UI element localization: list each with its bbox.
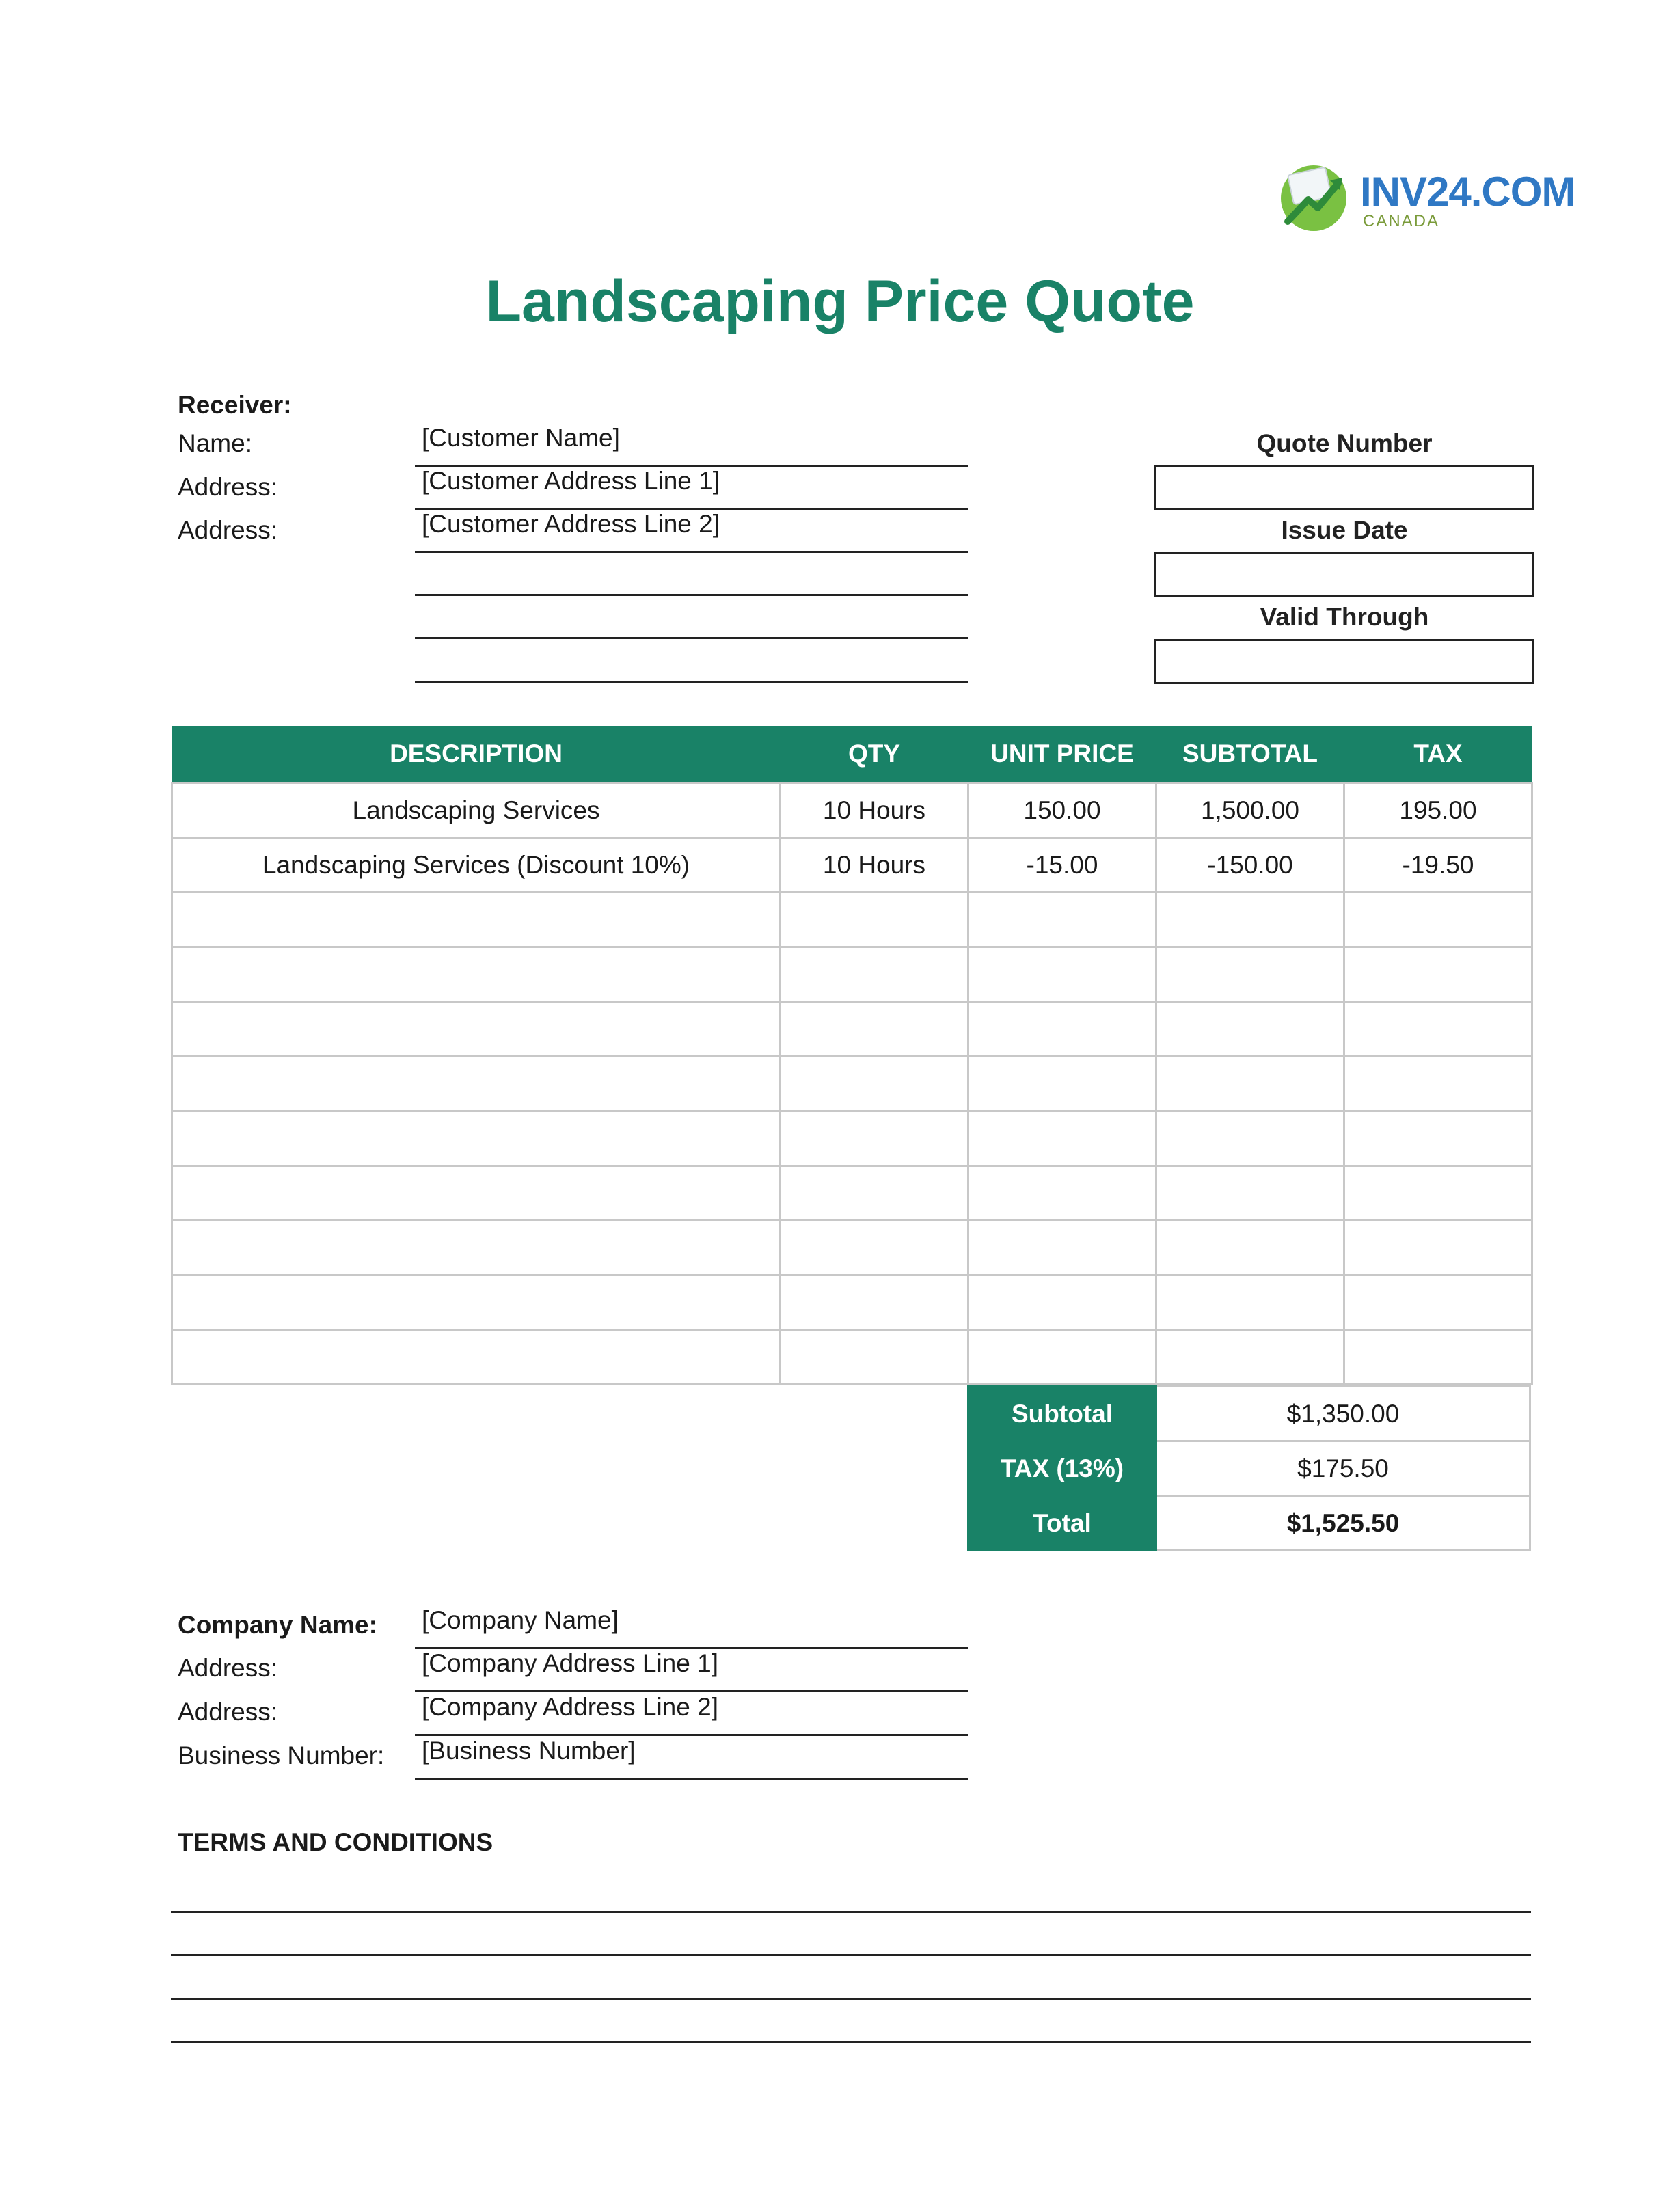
empty-cell[interactable]: [172, 1057, 781, 1111]
receiver-name-field[interactable]: [415, 424, 968, 467]
row-qty[interactable]: 10 Hours: [781, 838, 968, 893]
empty-cell[interactable]: [968, 1330, 1156, 1385]
empty-cell[interactable]: [968, 1275, 1156, 1330]
receiver-address1-value: [Customer Address Line 1]: [422, 467, 720, 495]
header-subtotal: SUBTOTAL: [1156, 726, 1344, 783]
table-row: [172, 783, 1532, 838]
empty-cell[interactable]: [1156, 893, 1344, 947]
empty-cell[interactable]: [781, 893, 968, 947]
empty-cell[interactable]: [968, 1221, 1156, 1275]
empty-cell[interactable]: [968, 1111, 1156, 1166]
logo-brand-text: INV24.COM: [1360, 169, 1575, 215]
receiver-heading: Receiver:: [178, 391, 292, 419]
row-unit-price[interactable]: -15.00: [968, 838, 1156, 893]
page-title: Landscaping Price Quote: [485, 269, 1195, 334]
total-label: Total: [968, 1496, 1156, 1551]
empty-cell[interactable]: [1156, 1221, 1344, 1275]
empty-cell[interactable]: [1344, 1111, 1532, 1166]
empty-cell[interactable]: [1156, 1057, 1344, 1111]
company-name-value: [Company Name]: [422, 1606, 619, 1634]
company-logo: [1273, 156, 1575, 238]
empty-table-row: [172, 947, 1532, 1002]
row-unit-price[interactable]: 150.00: [968, 783, 1156, 838]
header-unit-price: UNIT PRICE: [968, 726, 1156, 783]
business-number-field[interactable]: [415, 1737, 968, 1780]
logo-country-text: CANADA: [1363, 212, 1440, 230]
terms-line-3[interactable]: [171, 1998, 1531, 2000]
receiver-extra-line-3[interactable]: [415, 640, 968, 683]
empty-table-row: [172, 1002, 1532, 1057]
empty-table-row: [172, 893, 1532, 947]
quote-number-label: Quote Number: [1256, 429, 1433, 457]
empty-cell[interactable]: [1344, 1166, 1532, 1221]
row-description[interactable]: Landscaping Services: [172, 783, 781, 838]
empty-cell[interactable]: [781, 1221, 968, 1275]
empty-cell[interactable]: [781, 947, 968, 1002]
receiver-extra-line-2[interactable]: [415, 596, 968, 639]
tax-value: $175.50: [1156, 1441, 1530, 1496]
empty-cell[interactable]: [172, 1275, 781, 1330]
total-row: [968, 1496, 1530, 1551]
empty-cell[interactable]: [968, 893, 1156, 947]
row-description[interactable]: Landscaping Services (Discount 10%): [172, 838, 781, 893]
receiver-name-label: Name:: [178, 429, 252, 457]
receiver-name-value: [Customer Name]: [422, 424, 620, 452]
subtotal-row: [968, 1387, 1530, 1441]
empty-cell[interactable]: [781, 1111, 968, 1166]
company-address2-value: [Company Address Line 2]: [422, 1693, 718, 1721]
empty-cell[interactable]: [1344, 947, 1532, 1002]
table-row: [172, 838, 1532, 893]
empty-cell[interactable]: [1156, 1330, 1344, 1385]
items-table: [171, 726, 1533, 1385]
empty-cell[interactable]: [1344, 1002, 1532, 1057]
empty-cell[interactable]: [1344, 1221, 1532, 1275]
receiver-address2-field[interactable]: [415, 510, 968, 553]
empty-cell[interactable]: [968, 947, 1156, 1002]
empty-cell[interactable]: [1156, 1166, 1344, 1221]
empty-cell[interactable]: [172, 1221, 781, 1275]
row-subtotal[interactable]: 1,500.00: [1156, 783, 1344, 838]
empty-cell[interactable]: [1344, 1275, 1532, 1330]
subtotal-value: $1,350.00: [1156, 1387, 1530, 1441]
tax-label: TAX (13%): [968, 1441, 1156, 1496]
header-tax: TAX: [1344, 726, 1532, 783]
company-address1-value: [Company Address Line 1]: [422, 1649, 718, 1677]
company-address1-field[interactable]: [415, 1649, 968, 1692]
empty-cell[interactable]: [968, 1057, 1156, 1111]
empty-cell[interactable]: [172, 1111, 781, 1166]
empty-table-row: [172, 1057, 1532, 1111]
empty-cell[interactable]: [781, 1275, 968, 1330]
row-tax[interactable]: 195.00: [1344, 783, 1532, 838]
empty-table-row: [172, 1221, 1532, 1275]
terms-line-1[interactable]: [171, 1911, 1531, 1913]
empty-cell[interactable]: [1344, 893, 1532, 947]
empty-cell[interactable]: [781, 1002, 968, 1057]
empty-cell[interactable]: [781, 1166, 968, 1221]
issue-date-label: Issue Date: [1281, 516, 1408, 544]
business-number-label: Business Number:: [178, 1741, 385, 1769]
empty-cell[interactable]: [1156, 1275, 1344, 1330]
issue-date-input[interactable]: [1154, 552, 1534, 597]
receiver-address1-field[interactable]: [415, 467, 968, 510]
receiver-address2-value: [Customer Address Line 2]: [422, 510, 720, 538]
empty-cell[interactable]: [968, 1166, 1156, 1221]
empty-cell[interactable]: [172, 1166, 781, 1221]
empty-table-row: [172, 1166, 1532, 1221]
empty-cell[interactable]: [1156, 1002, 1344, 1057]
row-qty[interactable]: 10 Hours: [781, 783, 968, 838]
empty-cell[interactable]: [781, 1330, 968, 1385]
empty-table-row: [172, 1111, 1532, 1166]
empty-cell[interactable]: [1156, 1111, 1344, 1166]
receiver-address1-label: Address:: [178, 473, 278, 501]
valid-through-label: Valid Through: [1260, 603, 1429, 631]
empty-cell[interactable]: [1344, 1330, 1532, 1385]
totals-table: [967, 1385, 1531, 1551]
company-name-label: Company Name:: [178, 1611, 377, 1639]
empty-cell[interactable]: [781, 1057, 968, 1111]
empty-table-row: [172, 1275, 1532, 1330]
empty-table-row: [172, 1330, 1532, 1385]
row-subtotal[interactable]: -150.00: [1156, 838, 1344, 893]
items-header-row: [172, 726, 1532, 783]
empty-cell[interactable]: [172, 1330, 781, 1385]
quote-number-input[interactable]: [1154, 465, 1534, 510]
row-tax[interactable]: -19.50: [1344, 838, 1532, 893]
terms-heading: TERMS AND CONDITIONS: [178, 1828, 493, 1856]
company-address2-field[interactable]: [415, 1693, 968, 1736]
logo-mark-icon: [1273, 156, 1355, 238]
empty-cell[interactable]: [1344, 1057, 1532, 1111]
terms-line-4[interactable]: [171, 2041, 1531, 2043]
empty-cell[interactable]: [968, 1002, 1156, 1057]
company-address2-label: Address:: [178, 1698, 278, 1726]
company-name-field[interactable]: [415, 1606, 968, 1649]
empty-cell[interactable]: [172, 893, 781, 947]
terms-line-2[interactable]: [171, 1954, 1531, 1956]
empty-cell[interactable]: [1156, 947, 1344, 1002]
subtotal-label: Subtotal: [968, 1387, 1156, 1441]
total-value: $1,525.50: [1156, 1496, 1530, 1551]
empty-cell[interactable]: [172, 1002, 781, 1057]
receiver-extra-line-1[interactable]: [415, 553, 968, 596]
header-description: DESCRIPTION: [172, 726, 781, 783]
business-number-value: [Business Number]: [422, 1737, 636, 1765]
valid-through-input[interactable]: [1154, 639, 1534, 684]
tax-row: [968, 1441, 1530, 1496]
empty-cell[interactable]: [172, 947, 781, 1002]
receiver-address2-label: Address:: [178, 516, 278, 544]
company-address1-label: Address:: [178, 1654, 278, 1682]
header-qty: QTY: [781, 726, 968, 783]
